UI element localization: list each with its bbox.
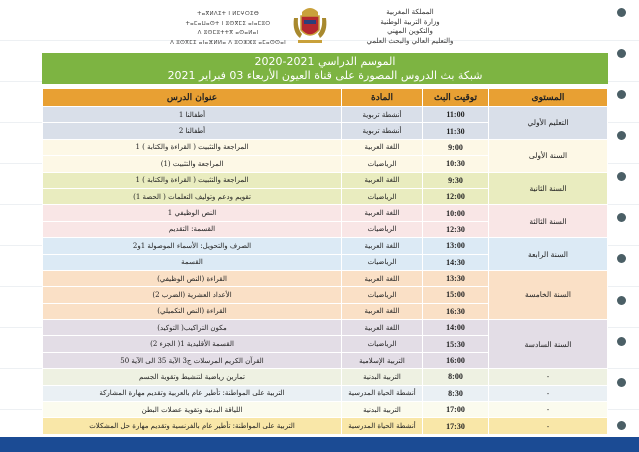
table-row <box>43 418 608 434</box>
binder-ring-icon <box>617 378 626 387</box>
time-cell: 12:00 <box>423 188 489 204</box>
time-cell: 9:00 <box>423 139 489 155</box>
time-cell: 11:30 <box>423 123 489 139</box>
subject-cell: أنشطة الحياة المدرسية <box>342 418 423 434</box>
binder-ring-icon <box>617 421 626 430</box>
lesson-cell: التربية على المواطنة: تأطير عام بالفرنسية وتقديم مهارة حل المشكلات <box>43 418 342 434</box>
table-row <box>43 205 608 221</box>
time-cell: 10:00 <box>423 205 489 221</box>
time-cell: 14:30 <box>423 254 489 270</box>
table-header-row <box>43 89 608 107</box>
binder-ring-icon <box>617 213 626 222</box>
subject-cell: اللغة العربية <box>342 320 423 336</box>
table-row <box>43 369 608 385</box>
ministry-name-tifinagh <box>170 10 286 48</box>
broadcast-title: شبكة بث الدروس المصورة على قناة العيون الأربعاء 03 فبراير 2021 <box>167 69 483 82</box>
subject-cell: الرياضيات <box>342 287 423 303</box>
col-lesson: عنوان الدرس <box>43 89 342 107</box>
level-cell: السنة الثانية <box>489 172 608 205</box>
schedule-title <box>42 53 608 84</box>
time-cell: 13:00 <box>423 238 489 254</box>
subject-cell: اللغة العربية <box>342 270 423 286</box>
time-cell: 17:30 <box>423 418 489 434</box>
binder-ring-icon <box>617 337 626 346</box>
lesson-cell: المراجعة والتثبيت (1) <box>43 156 342 172</box>
lesson-cell: أطفالنا 2 <box>43 123 342 139</box>
lesson-cell: النص الوظيفي 1 <box>43 205 342 221</box>
subject-cell: أنشطة الحياة المدرسية <box>342 385 423 401</box>
time-cell: 11:00 <box>423 107 489 123</box>
binder-ring-icon <box>617 254 626 263</box>
ministry-line: والتكوين المهني <box>387 27 433 35</box>
level-cell: - <box>489 385 608 401</box>
lesson-cell: اللياقة البدنية وتقوية عضلات البطن <box>43 402 342 418</box>
ministry-line: المملكة المغربية <box>386 8 434 16</box>
lesson-cell: مكون التراكيب( التوكيد) <box>43 320 342 336</box>
time-cell: 9:30 <box>423 172 489 188</box>
tifinagh-line: ⵜⴰⴳⵍⴷⵉⵜ ⵏ ⵍⵎⵖⵔⵉⴱ <box>197 11 260 17</box>
level-cell: - <box>489 418 608 434</box>
time-cell: 12:30 <box>423 221 489 237</box>
binder-ring-icon <box>617 8 626 17</box>
subject-cell: اللغة العربية <box>342 303 423 319</box>
subject-cell: اللغة العربية <box>342 238 423 254</box>
subject-cell: التربية الإسلامية <box>342 352 423 368</box>
tifinagh-line: ⴷ ⵓⵙⴳⵎⵉ ⴰⵏⴰⴼⵍⵍⴰ ⴷ ⵓⵔⵣⵣⵓ ⴰⵎⴰⵙⵙⴰⵏ <box>170 39 286 46</box>
schedule-table <box>42 88 608 435</box>
lesson-cell: المراجعة والتثبيت ( القراءة والكتابة ) 1 <box>43 139 342 155</box>
binder-ring-icon <box>617 49 626 58</box>
level-cell: التعليم الأولي <box>489 107 608 140</box>
subject-cell: اللغة العربية <box>342 205 423 221</box>
col-subject: المادة <box>342 89 423 107</box>
subject-cell: أنشطة تربوية <box>342 107 423 123</box>
binder-ring-icon <box>617 131 626 140</box>
lesson-cell: القراءة (النص التكميلي) <box>43 303 342 319</box>
time-cell: 17:00 <box>423 402 489 418</box>
table-row <box>43 270 608 286</box>
lesson-cell: الصرف والتحويل: الأسماء الموصولة 1و2 <box>43 238 342 254</box>
level-cell: السنة الرابعة <box>489 238 608 271</box>
table-row <box>43 139 608 155</box>
school-year: الموسم الدراسي 2021-2020 <box>254 55 396 68</box>
table-row <box>43 385 608 401</box>
table-row <box>43 107 608 123</box>
time-cell: 14:00 <box>423 320 489 336</box>
time-cell: 15:00 <box>423 287 489 303</box>
binder-ring-icon <box>617 296 626 305</box>
subject-cell: اللغة العربية <box>342 172 423 188</box>
lesson-cell: المراجعة والتثبيت ( القراءة والكتابة ) 1 <box>43 172 342 188</box>
table-row <box>43 172 608 188</box>
subject-cell: الرياضيات <box>342 221 423 237</box>
ministry-line: والتعليم العالي والبحث العلمي <box>366 36 454 45</box>
lesson-cell: أطفالنا 1 <box>43 107 342 123</box>
level-cell: السنة السادسة <box>489 320 608 369</box>
col-level: المستوى <box>489 89 608 107</box>
table-row <box>43 238 608 254</box>
lesson-cell: تقويم ودعم وتوليف التعلمات ( الحصة 1) <box>43 188 342 204</box>
time-cell: 16:00 <box>423 352 489 368</box>
moroccan-emblem-icon <box>290 4 330 46</box>
level-cell: السنة الخامسة <box>489 270 608 319</box>
lesson-cell: القسمة <box>43 254 342 270</box>
table-row <box>43 320 608 336</box>
tifinagh-line: ⵜⴰⵎⴰⵡⴰⵙⵜ ⵏ ⵓⵙⴳⵎⵉ ⴰⵏⴰⵎⵓⵔ <box>185 20 271 27</box>
lesson-cell: القرآن الكريم المرسلات ج3 الآية 35 الى الآية 50 <box>43 352 342 368</box>
ministry-line: وزارة التربية الوطنية <box>380 17 440 26</box>
lesson-cell: القسمة الأقليدية 1( الجزء 2) <box>43 336 342 352</box>
lesson-cell: القراءة (النص الوظيفي) <box>43 270 342 286</box>
subject-cell: التربية البدنية <box>342 402 423 418</box>
footer-band <box>0 437 639 452</box>
subject-cell: اللغة العربية <box>342 139 423 155</box>
subject-cell: الرياضيات <box>342 336 423 352</box>
time-cell: 15:30 <box>423 336 489 352</box>
time-cell: 10:30 <box>423 156 489 172</box>
level-cell: - <box>489 402 608 418</box>
lesson-cell: الأعداد العشرية (الضرب 2) <box>43 287 342 303</box>
level-cell: السنة الأولى <box>489 139 608 172</box>
subject-cell: التربية البدنية <box>342 369 423 385</box>
lesson-cell: القسمة: التقديم <box>43 221 342 237</box>
subject-cell: الرياضيات <box>342 188 423 204</box>
lesson-cell: التربية على المواطنة: تأطير عام بالعربية وتقديم مهارة المشاركة <box>43 385 342 401</box>
lesson-cell: تمارين رياضية لتنشيط وتقوية الجسم <box>43 369 342 385</box>
level-cell: - <box>489 369 608 385</box>
binder-ring-icon <box>617 172 626 181</box>
level-cell: السنة الثالثة <box>489 205 608 238</box>
tifinagh-line: ⴷ ⵓⵙⵎⵓⵜⵜⴳ ⴰⵙⴰⵍⴰⵏ <box>197 30 259 36</box>
subject-cell: الرياضيات <box>342 156 423 172</box>
time-cell: 8:30 <box>423 385 489 401</box>
col-time: توقيت البث <box>423 89 489 107</box>
time-cell: 8:00 <box>423 369 489 385</box>
time-cell: 16:30 <box>423 303 489 319</box>
time-cell: 13:30 <box>423 270 489 286</box>
subject-cell: الرياضيات <box>342 254 423 270</box>
ministry-name-arabic <box>345 8 475 46</box>
table-row <box>43 402 608 418</box>
binder-ring-icon <box>617 90 626 99</box>
subject-cell: أنشطة تربوية <box>342 123 423 139</box>
